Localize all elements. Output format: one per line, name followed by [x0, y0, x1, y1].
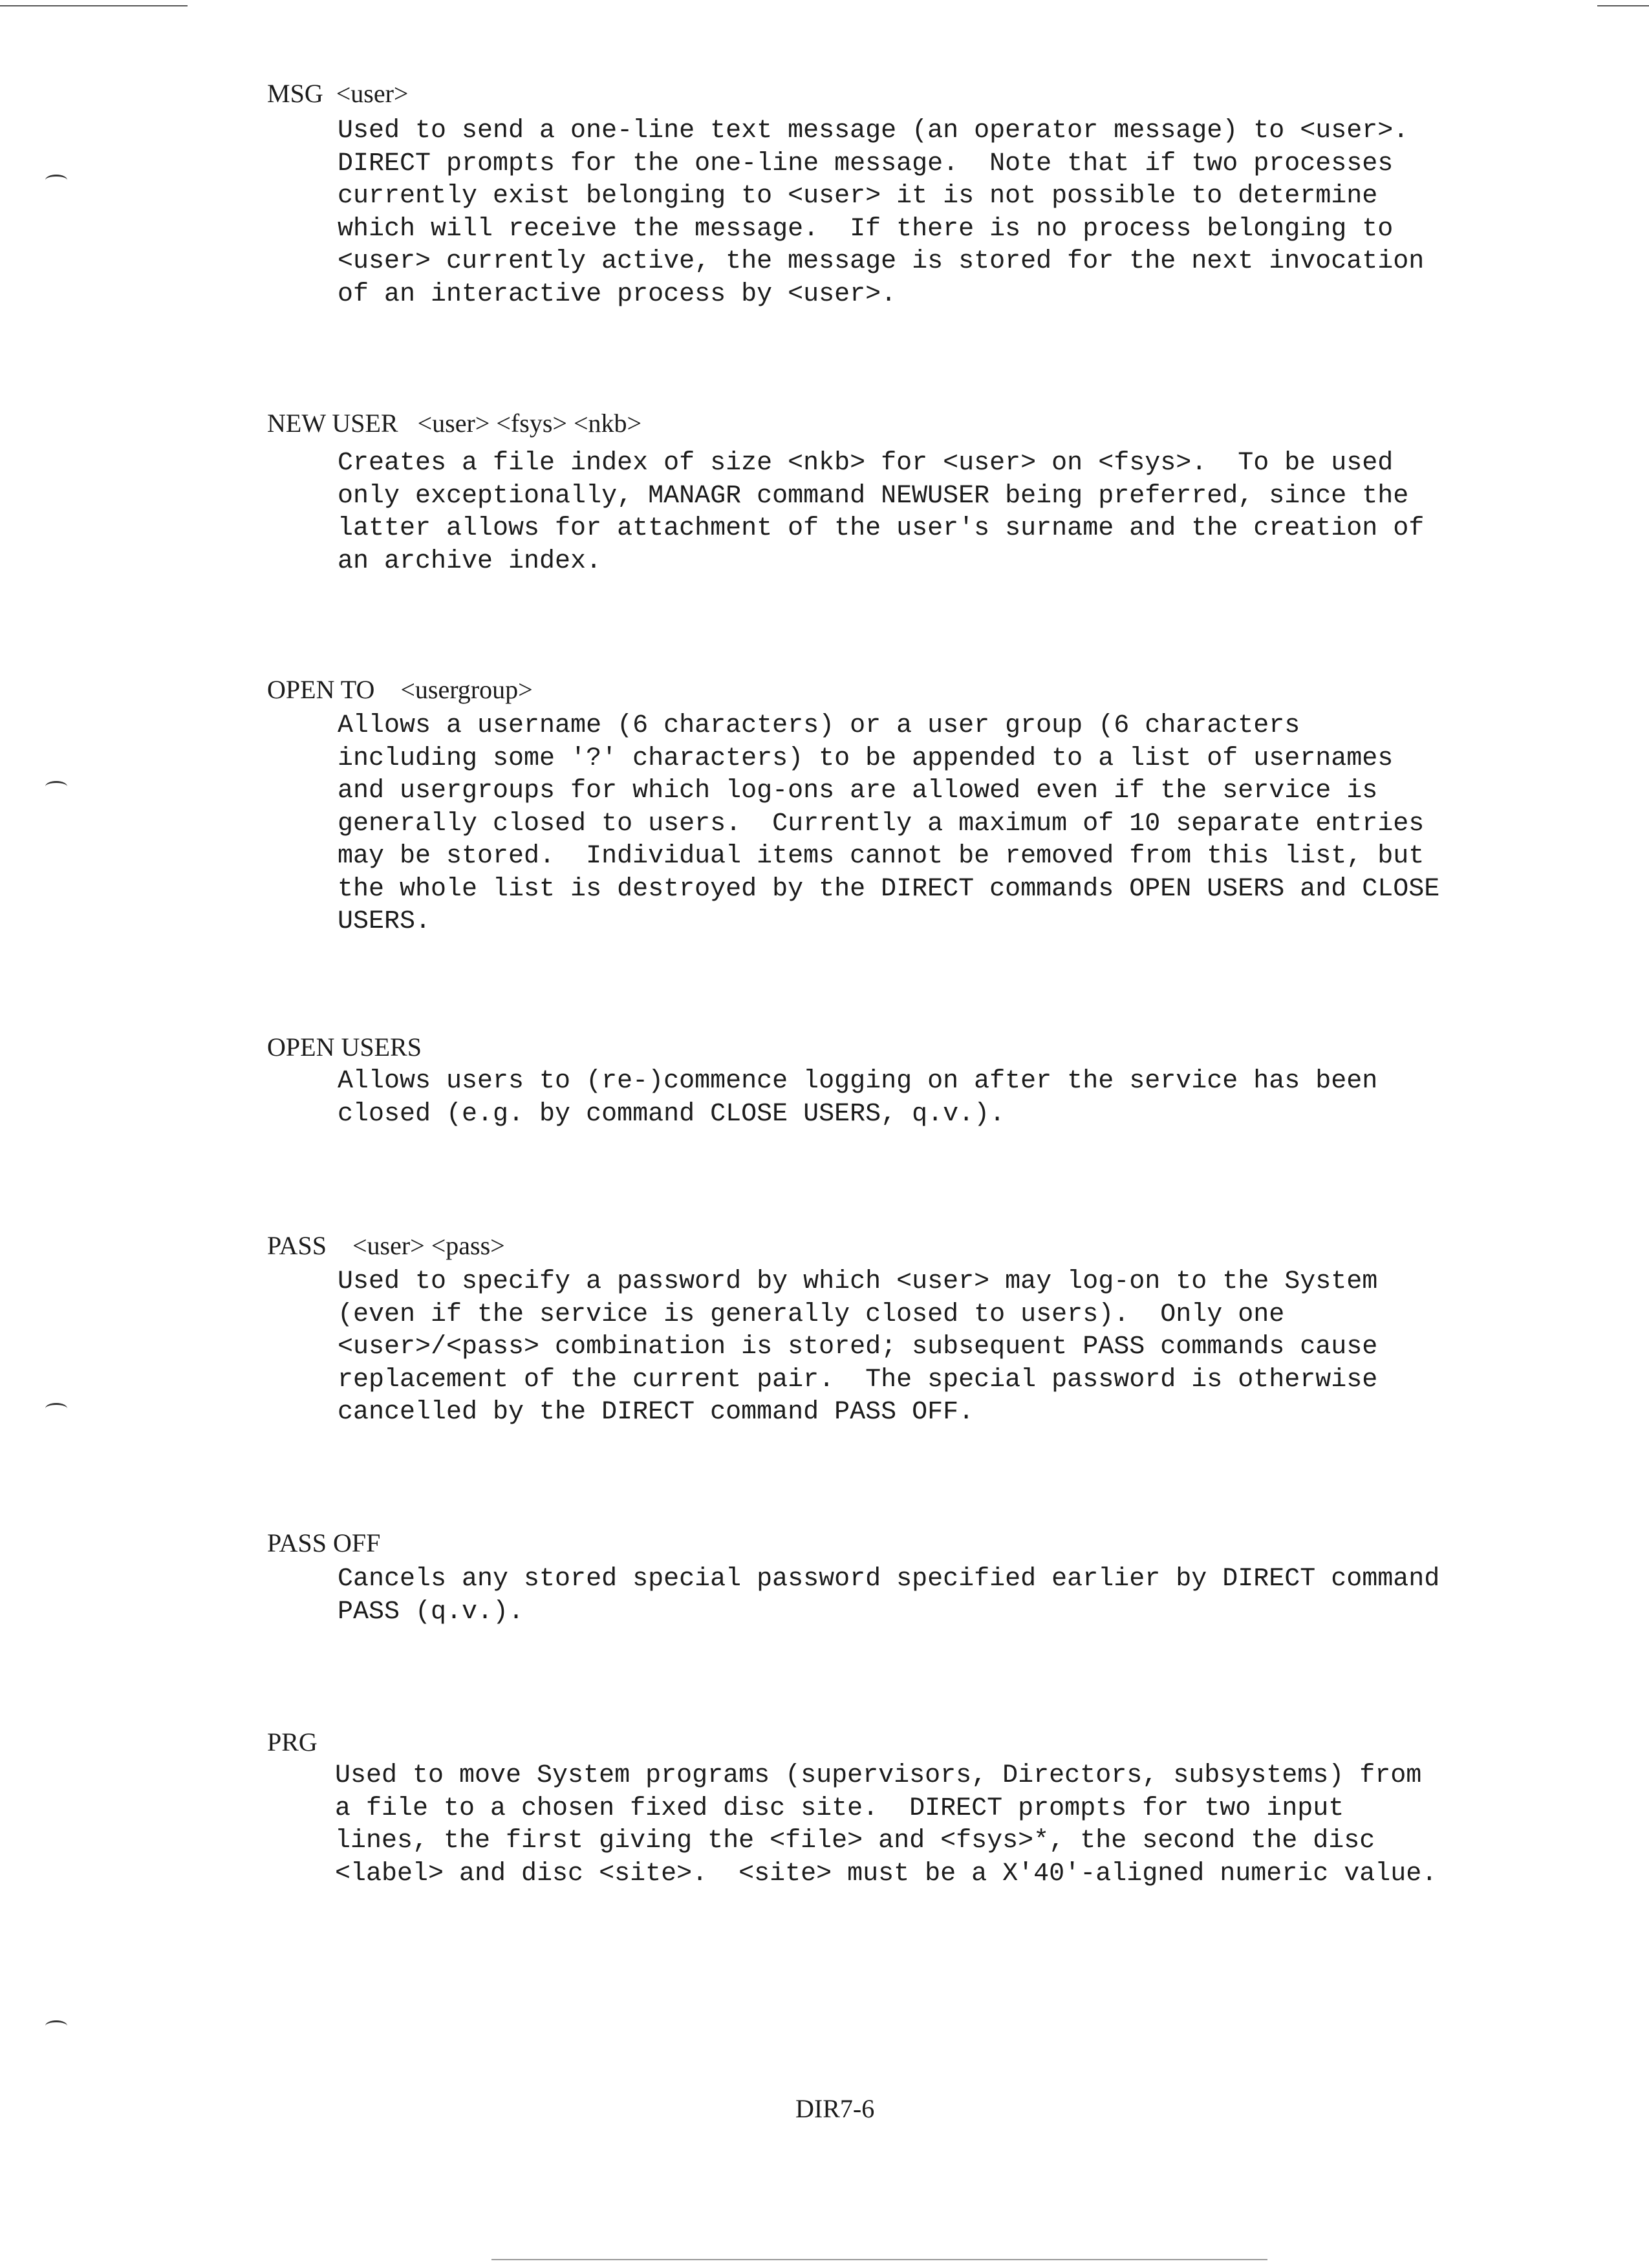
- description-line: generally closed to users. Currently a maximum of 10 separate entries: [338, 809, 1425, 839]
- page-number: DIR7-6: [795, 2094, 875, 2123]
- description-line: latter allows for attachment of the user's surname and the creation of: [338, 514, 1425, 543]
- description-line: only exceptionally, MANAGR command NEWUSER being preferred, since the: [338, 481, 1409, 511]
- command-heading-prg: [254, 1694, 318, 1759]
- command-name: MSG: [267, 79, 323, 108]
- description-line: including some '?' characters) to be appended to a list of usernames: [338, 744, 1394, 773]
- command-description-msg: [338, 115, 1599, 311]
- command-description-open-to: [338, 710, 1599, 939]
- description-line: may be stored. Individual items cannot be removed from this list, but: [338, 842, 1425, 871]
- command-heading-msg: [254, 45, 408, 110]
- description-line: an archive index.: [338, 546, 602, 576]
- description-line: (even if the service is generally closed to users). Only one: [338, 1300, 1285, 1329]
- top-left-edge-line: [0, 5, 188, 6]
- description-line: cancelled by the DIRECT command PASS OFF.: [338, 1398, 975, 1427]
- bottom-edge-line: [491, 2259, 1267, 2260]
- description-line: Cancels any stored special password specified earlier by DIRECT command: [338, 1565, 1440, 1594]
- description-line: which will receive the message. If there is no process belonging to: [338, 214, 1394, 244]
- command-description-prg: [335, 1760, 1596, 1890]
- binder-hole-mark: [45, 781, 67, 792]
- description-line: the whole list is destroyed by the DIRECT commands OPEN USERS and CLOSE: [338, 874, 1440, 904]
- description-line: <user> currently active, the message is stored for the next invocation: [338, 247, 1425, 276]
- binder-hole-mark: [45, 2020, 67, 2031]
- description-line: Used to move System programs (supervisors, Directors, subsystems) from: [335, 1761, 1422, 1790]
- command-heading-pass: [254, 1197, 505, 1262]
- description-line: Allows a username (6 characters) or a user group (6 characters: [338, 711, 1300, 740]
- description-line: and usergroups for which log-ons are allowed even if the service is: [338, 776, 1378, 806]
- description-line: DIRECT prompts for the one-line message. Note that if two processes: [338, 149, 1394, 178]
- command-name: PASS: [267, 1231, 327, 1260]
- description-line: closed (e.g. by command CLOSE USERS, q.v.).: [338, 1099, 1006, 1129]
- command-description-pass-off: [338, 1563, 1599, 1629]
- command-description-open-users: [338, 1065, 1599, 1131]
- command-description-new-user: [338, 447, 1599, 578]
- description-line: Allows users to (re-)commence logging on after the service has been: [338, 1067, 1378, 1096]
- description-line: replacement of the current pair. The special password is otherwise: [338, 1365, 1378, 1395]
- command-name: OPEN TO: [267, 675, 375, 704]
- command-description-pass: [338, 1266, 1599, 1429]
- description-line: USERS.: [338, 907, 431, 936]
- command-heading-new-user: [254, 375, 641, 440]
- description-line: Used to send a one-line text message (an operator message) to <user>.: [338, 116, 1409, 145]
- description-line: of an interactive process by <user>.: [338, 279, 897, 309]
- binder-hole-mark: [45, 1403, 67, 1414]
- top-right-edge-line: [1597, 5, 1649, 6]
- description-line: currently exist belonging to <user> it is not possible to determine: [338, 182, 1378, 211]
- description-line: <user>/<pass> combination is stored; subsequent PASS commands cause: [338, 1332, 1378, 1362]
- description-line: PASS (q.v.).: [338, 1597, 524, 1627]
- command-name: NEW USER: [267, 409, 398, 438]
- command-name: PASS OFF: [267, 1528, 381, 1557]
- binder-hole-mark: [45, 175, 67, 186]
- description-line: a file to a chosen fixed disc site. DIRECT prompts for two input: [335, 1793, 1344, 1823]
- command-args: <user>: [336, 79, 409, 108]
- description-line: <label> and disc <site>. <site> must be a X'40'-aligned numeric value.: [335, 1859, 1438, 1888]
- command-name: PRG: [267, 1728, 318, 1757]
- command-heading-open-users: [254, 999, 422, 1064]
- command-args: <user> <fsys> <nkb>: [417, 409, 642, 438]
- command-name: OPEN USERS: [267, 1032, 422, 1062]
- command-heading-pass-off: [254, 1495, 380, 1559]
- command-args: <user> <pass>: [352, 1231, 505, 1260]
- description-line: lines, the first giving the <file> and <fsys>*, the second the disc: [335, 1826, 1375, 1856]
- command-args: <usergroup>: [400, 675, 533, 704]
- description-line: Creates a file index of size <nkb> for <user> on <fsys>. To be used: [338, 449, 1394, 478]
- command-heading-open-to: [254, 641, 533, 706]
- description-line: Used to specify a password by which <user> may log-on to the System: [338, 1267, 1378, 1296]
